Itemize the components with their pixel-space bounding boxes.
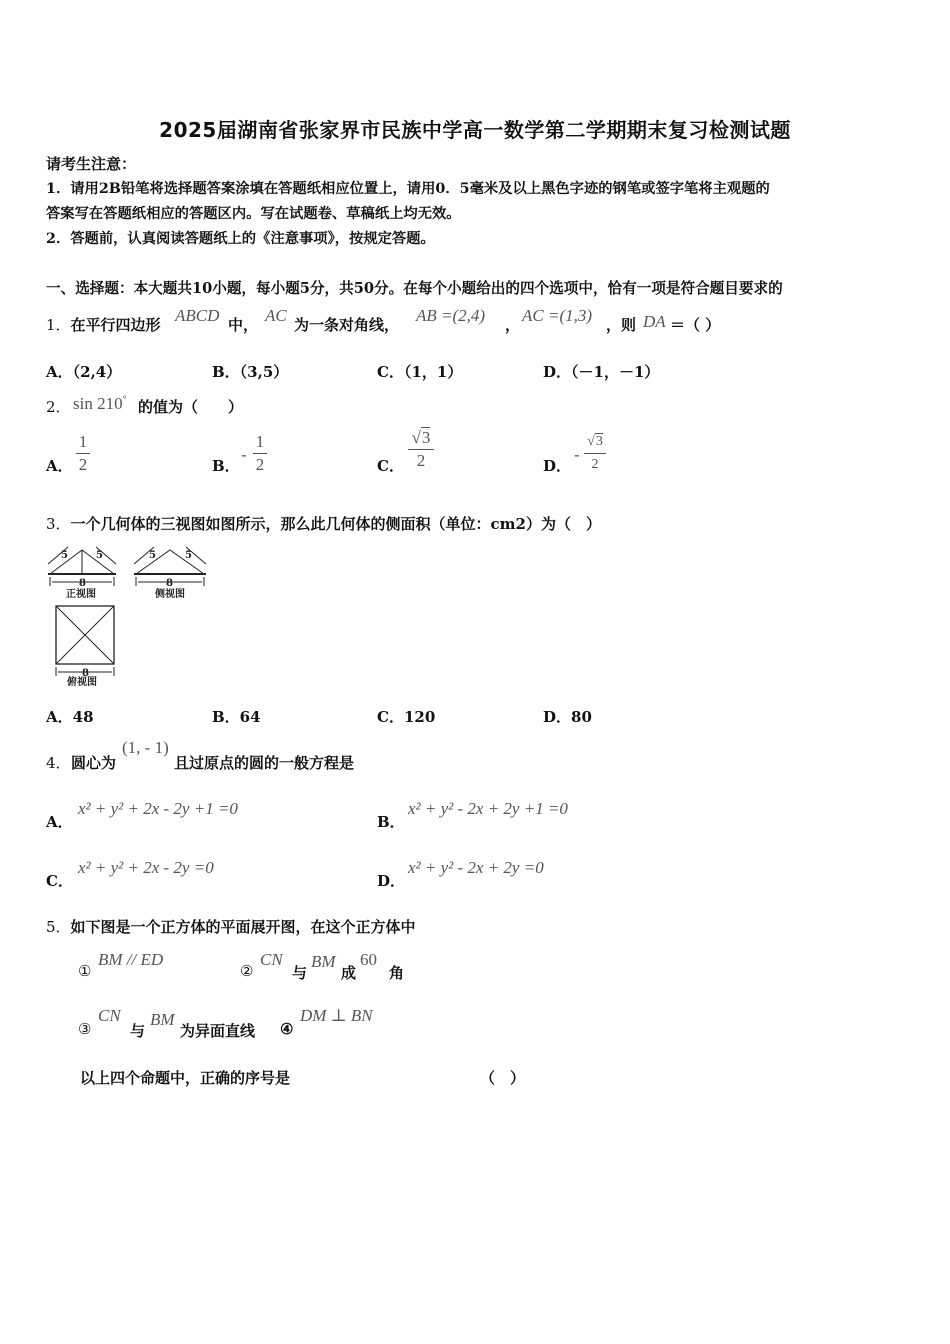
q2-option-b-minus: - bbox=[241, 445, 247, 464]
q5-statement-2-mark: ② bbox=[240, 962, 254, 980]
q5-statement-2-text-3: 角 bbox=[389, 964, 405, 982]
section-1-heading: 一、选择题：本大题共10小题，每小题5分，共50分。在每个小题给出的四个选项中，恰有一项是符合题目要求的 bbox=[46, 280, 783, 297]
q4-math-center: (1, - 1) bbox=[122, 738, 169, 757]
q2-option-a-fraction: 1 2 bbox=[76, 433, 90, 474]
q4-option-b-equation: x² + y² - 2x + 2y +1 =0 bbox=[408, 799, 568, 818]
q1-text-5: ，则 bbox=[606, 316, 637, 334]
q5-statement-3-text-2: 为异面直线 bbox=[180, 1022, 256, 1040]
q3-option-c[interactable]: C．120 bbox=[377, 708, 436, 726]
q1-math-da: DA bbox=[643, 312, 666, 331]
side-view-label: 侧视图 bbox=[155, 589, 185, 600]
q5-statement-3-bm: BM bbox=[150, 1010, 175, 1029]
q5-statement-2-bm: BM bbox=[311, 952, 336, 971]
front-view-label: 正视图 bbox=[66, 589, 96, 600]
q5-statement-1-math: BM // ED bbox=[98, 950, 164, 969]
q5-statement-3-mark: ③ bbox=[78, 1020, 92, 1038]
q1-text-2: 中， bbox=[228, 316, 259, 334]
q5-statement-3-text-1: 与 bbox=[130, 1022, 146, 1040]
q5-statement-2-text-2: 成 bbox=[341, 964, 357, 982]
q4-label-c[interactable]: C． bbox=[46, 872, 73, 890]
q4-text-1: 圆心为 bbox=[71, 754, 117, 772]
q4-text-2: 且过原点的圆的一般方程是 bbox=[174, 754, 355, 772]
front-view-base-length: 8 bbox=[79, 578, 86, 589]
q2-option-c-fraction: √3 2 bbox=[408, 429, 434, 470]
front-view-side-length-left: 5 bbox=[61, 550, 68, 561]
top-view-label: 俯视图 bbox=[67, 677, 97, 688]
q5-statement-4-mark: ④ bbox=[280, 1020, 294, 1038]
question-5 bbox=[46, 916, 416, 937]
q2-label-d[interactable]: D． bbox=[543, 457, 572, 475]
three-view-figure bbox=[44, 542, 224, 692]
notice-line-1b: 答案写在答题纸相应的答题区内。写在试题卷、草稿纸上均无效。 bbox=[46, 206, 461, 222]
q3-number: 3． bbox=[46, 515, 71, 533]
q2-label-c[interactable]: C． bbox=[377, 457, 404, 475]
q1-option-b[interactable]: B．（3,5） bbox=[212, 363, 289, 381]
q1-math-abcd: ABCD bbox=[175, 306, 220, 325]
notice-line-2: 2．答题前，认真阅读答题纸上的《注意事项》，按规定答题。 bbox=[46, 231, 435, 247]
q1-option-d[interactable]: D．（－1，－1） bbox=[543, 363, 660, 381]
q4-label-b[interactable]: B． bbox=[377, 813, 405, 831]
front-view-side-length-right: 5 bbox=[96, 550, 103, 561]
q1-text-1: 在平行四边形 bbox=[70, 316, 161, 334]
page-title: 2025届湖南省张家界市民族中学高一数学第二学期期末复习检测试题 bbox=[159, 118, 791, 142]
q1-text-4: ， bbox=[505, 316, 521, 334]
q4-label-a[interactable]: A． bbox=[46, 813, 73, 831]
q4-option-a-equation: x² + y² + 2x - 2y +1 =0 bbox=[78, 799, 238, 818]
q4-number: 4． bbox=[46, 754, 71, 772]
q2-label-b[interactable]: B． bbox=[212, 457, 240, 475]
q2-text: 的值为（ ） bbox=[138, 398, 244, 416]
side-view-base-length: 8 bbox=[166, 578, 173, 589]
top-view-base-length: 8 bbox=[82, 668, 89, 679]
q2-number: 2． bbox=[46, 398, 71, 416]
q1-math-ac-vector: AC =(1,3) bbox=[522, 306, 593, 325]
question-1 bbox=[46, 314, 161, 335]
q2-label-a[interactable]: A． bbox=[46, 457, 73, 475]
q5-statement-1-mark: ① bbox=[78, 962, 92, 980]
q1-text-3: 为一条对角线， bbox=[294, 316, 400, 334]
q4-label-d[interactable]: D． bbox=[377, 872, 406, 890]
q5-number: 5． bbox=[46, 918, 71, 936]
q4-option-d-equation: x² + y² - 2x + 2y =0 bbox=[408, 858, 544, 877]
q5-statement-4-math: DM ⊥ BN bbox=[300, 1006, 373, 1025]
q3-text: 一个几何体的三视图如图所示，那么此几何体的侧面积（单位：cm2）为（ ） bbox=[70, 515, 601, 533]
q1-math-ab-vector: AB =(2,4) bbox=[416, 306, 486, 325]
q1-option-a[interactable]: A．（2,4） bbox=[46, 363, 122, 381]
q5-statement-2-angle: 60 bbox=[360, 950, 377, 969]
q1-number: 1． bbox=[46, 316, 71, 334]
q2-option-b-fraction: 1 2 bbox=[253, 433, 267, 474]
q3-option-b[interactable]: B．64 bbox=[212, 708, 261, 726]
q2-math-sin: sin 210° bbox=[73, 394, 127, 413]
q5-statement-3-cn: CN bbox=[98, 1006, 121, 1025]
q5-statement-2-text-1: 与 bbox=[292, 964, 308, 982]
notice-heading: 请考生注意： bbox=[46, 155, 137, 173]
q4-option-c-equation: x² + y² + 2x - 2y =0 bbox=[78, 858, 214, 877]
q5-statement-2-cn: CN bbox=[260, 950, 283, 969]
q1-math-ac: AC bbox=[265, 306, 287, 325]
q2-option-d-fraction: √3 2 bbox=[584, 433, 606, 474]
q2-option-d-minus: - bbox=[574, 445, 580, 464]
q5-text: 如下图是一个正方体的平面展开图，在这个正方体中 bbox=[70, 918, 416, 936]
notice-line-1a: 1．请用2B铅笔将选择题答案涂填在答题纸相应位置上，请用0．5毫米及以上黑色字迹的钢笔或签字笔将主观题的 bbox=[46, 181, 770, 197]
q3-option-d[interactable]: D．80 bbox=[543, 708, 592, 726]
q5-final-prompt: 以上四个命题中，正确的序号是 bbox=[80, 1069, 291, 1087]
q5-answer-paren[interactable]: （ ） bbox=[480, 1069, 526, 1087]
q1-option-c[interactable]: C．（1，1） bbox=[377, 363, 463, 381]
q1-text-6: ＝（ ） bbox=[670, 316, 721, 334]
side-view-side-length-left: 5 bbox=[149, 550, 156, 561]
q3-option-a[interactable]: A．48 bbox=[46, 708, 94, 726]
question-3 bbox=[46, 513, 601, 534]
side-view-side-length-right: 5 bbox=[185, 550, 192, 561]
